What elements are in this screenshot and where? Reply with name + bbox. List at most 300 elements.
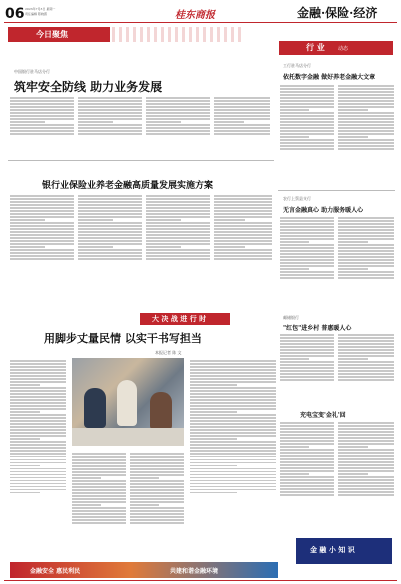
text-line — [280, 121, 334, 123]
text-line — [10, 444, 66, 446]
text-line — [280, 434, 334, 436]
text-line — [280, 334, 334, 336]
text-line — [130, 465, 184, 467]
text-line — [10, 109, 74, 111]
text-line — [338, 127, 394, 129]
text-line — [190, 471, 276, 473]
text-line — [214, 103, 270, 105]
text-line — [338, 434, 394, 436]
text-line — [10, 417, 66, 419]
text-line — [10, 435, 66, 437]
text-line — [190, 447, 276, 449]
text-line — [10, 228, 74, 230]
text-line — [190, 423, 276, 425]
text-line — [78, 240, 142, 242]
text-line — [130, 477, 159, 479]
text-line — [338, 124, 394, 126]
text-line — [10, 106, 74, 108]
text-line — [338, 379, 394, 381]
text-line — [280, 494, 334, 496]
text-line — [78, 106, 142, 108]
text-line — [280, 232, 334, 234]
text-line — [130, 483, 184, 485]
text-line — [10, 118, 74, 120]
text-line — [190, 384, 237, 386]
page-number: 06 — [5, 6, 25, 22]
text-line — [78, 133, 142, 135]
industry-banner — [279, 41, 393, 55]
text-line — [280, 244, 334, 246]
text-line — [280, 455, 334, 457]
text-line — [146, 219, 181, 221]
right3-body-col2 — [338, 333, 394, 405]
lead-body-col1 — [10, 96, 74, 154]
text-line — [280, 473, 309, 475]
text-line — [190, 468, 276, 470]
text-line — [280, 376, 334, 378]
text-line — [146, 127, 210, 129]
text-line — [146, 100, 210, 102]
text-line — [338, 343, 394, 345]
text-line — [214, 216, 272, 218]
text-line — [338, 109, 368, 111]
text-line — [10, 462, 66, 464]
text-line — [10, 483, 66, 485]
text-line — [78, 249, 142, 251]
text-line — [190, 411, 237, 413]
text-line — [338, 361, 394, 363]
text-line — [72, 492, 126, 494]
text-line — [338, 271, 394, 273]
lead-headline: 筑牢安全防线 助力业务发展 — [14, 80, 163, 94]
text-line — [190, 465, 237, 467]
text-line — [280, 431, 334, 433]
text-line — [338, 238, 394, 240]
text-line — [338, 274, 394, 276]
text-line — [190, 369, 276, 371]
text-line — [190, 489, 276, 491]
text-line — [214, 130, 270, 132]
text-line — [72, 459, 126, 461]
text-line — [190, 402, 276, 404]
text-line — [214, 118, 270, 120]
text-line — [10, 378, 66, 380]
text-line — [190, 459, 276, 461]
text-line — [78, 210, 142, 212]
text-line — [338, 461, 394, 463]
text-line — [146, 133, 210, 135]
text-line — [10, 225, 74, 227]
text-line — [338, 262, 394, 264]
text-line — [146, 252, 210, 254]
text-line — [10, 441, 66, 443]
text-line — [10, 127, 74, 129]
paper-name: 桂东商报 — [175, 10, 215, 21]
text-line — [338, 479, 394, 481]
text-line — [280, 265, 334, 267]
text-line — [338, 488, 394, 490]
text-line — [130, 516, 184, 518]
text-line — [146, 246, 181, 248]
right4-body-col2 — [338, 421, 394, 535]
text-line — [78, 243, 142, 245]
text-line — [280, 467, 334, 469]
text-line — [338, 358, 368, 360]
text-line — [190, 375, 276, 377]
text-line — [338, 88, 394, 90]
text-line — [72, 462, 126, 464]
lead-body-col4 — [214, 96, 270, 154]
text-line — [10, 384, 40, 386]
text-line — [10, 411, 40, 413]
text-line — [10, 438, 40, 440]
text-line — [146, 222, 210, 224]
text-line — [146, 243, 210, 245]
text-line — [72, 507, 126, 509]
text-line — [338, 85, 394, 87]
text-line — [190, 492, 237, 494]
text-line — [78, 225, 142, 227]
text-line — [146, 216, 210, 218]
text-line — [214, 201, 272, 203]
text-line — [214, 124, 270, 126]
text-line — [214, 97, 270, 99]
text-line — [280, 262, 334, 264]
text-line — [146, 258, 210, 260]
text-line — [280, 238, 334, 240]
text-line — [130, 498, 184, 500]
text-line — [10, 360, 66, 362]
text-line — [10, 489, 66, 491]
text-line — [190, 474, 276, 476]
text-line — [10, 423, 66, 425]
text-line — [280, 142, 334, 144]
knowledge-box-text: 金 融 小 知 识 — [310, 545, 355, 554]
text-line — [214, 246, 245, 248]
text-line — [190, 426, 276, 428]
text-line — [190, 378, 276, 380]
text-line — [280, 250, 334, 252]
text-line — [130, 513, 184, 515]
bottom-ad-left: 金融安全 惠民利民 — [30, 568, 81, 575]
text-line — [78, 252, 142, 254]
text-line — [10, 390, 66, 392]
text-line — [280, 271, 334, 273]
text-line — [280, 220, 334, 222]
text-line — [10, 258, 74, 260]
text-line — [130, 486, 184, 488]
text-line — [338, 106, 394, 108]
text-line — [190, 393, 276, 395]
text-line — [146, 225, 210, 227]
text-line — [190, 435, 276, 437]
text-line — [10, 195, 74, 197]
text-line — [338, 449, 394, 451]
text-line — [214, 213, 272, 215]
feature-photo — [72, 358, 184, 446]
text-line — [280, 85, 334, 87]
feature-body-col1 — [10, 359, 66, 559]
text-line — [280, 379, 334, 381]
right3-headline: "红包"进乡村 普惠暖人心 — [283, 325, 352, 332]
text-line — [338, 482, 394, 484]
text-line — [72, 522, 126, 524]
text-line — [10, 100, 74, 102]
text-line — [280, 109, 309, 111]
text-line — [214, 127, 270, 129]
text-line — [10, 207, 74, 209]
text-line — [280, 491, 334, 493]
text-line — [338, 220, 394, 222]
masthead-rule — [4, 22, 397, 23]
text-line — [190, 408, 276, 410]
right2-body-col2 — [338, 216, 394, 312]
text-line — [10, 243, 74, 245]
text-line — [146, 207, 210, 209]
text-line — [10, 480, 66, 482]
text-line — [130, 456, 184, 458]
text-line — [78, 207, 142, 209]
text-line — [72, 483, 126, 485]
text-line — [78, 222, 142, 224]
text-line — [10, 408, 66, 410]
text-line — [280, 259, 334, 261]
text-line — [214, 198, 272, 200]
text-line — [280, 349, 334, 351]
text-line — [130, 495, 184, 497]
text-line — [10, 450, 66, 452]
text-line — [190, 486, 276, 488]
text-line — [338, 373, 394, 375]
text-line — [338, 337, 394, 339]
text-line — [190, 360, 276, 362]
text-line — [338, 142, 394, 144]
text-line — [190, 441, 276, 443]
text-line — [78, 109, 142, 111]
text-line — [10, 234, 74, 236]
right1-kicker: 工行驻马店分行 — [283, 63, 311, 68]
right2-headline: 无言金融真心 助力服务暖人心 — [283, 207, 364, 214]
text-line — [72, 477, 101, 479]
text-line — [280, 88, 334, 90]
text-line — [338, 268, 368, 270]
text-line — [214, 112, 270, 114]
right3-kicker: 邮储银行 — [283, 315, 299, 320]
text-line — [190, 372, 276, 374]
text-line — [280, 358, 309, 360]
photo-shape — [117, 380, 137, 426]
text-line — [10, 201, 74, 203]
text-line — [280, 148, 334, 150]
bottom-ad-right: 共建和谐金融环境 — [170, 568, 219, 575]
text-line — [338, 97, 394, 99]
footer-rule — [4, 580, 397, 581]
text-line — [10, 198, 74, 200]
text-line — [10, 240, 74, 242]
text-line — [78, 216, 142, 218]
text-line — [146, 234, 210, 236]
text-line — [338, 464, 394, 466]
right1-body-col2 — [338, 84, 394, 182]
text-line — [78, 204, 142, 206]
text-line — [338, 148, 394, 150]
text-line — [338, 223, 394, 225]
text-line — [280, 277, 334, 279]
text-line — [10, 97, 74, 99]
text-line — [72, 456, 126, 458]
text-line — [146, 118, 210, 120]
text-line — [338, 91, 394, 93]
text-line — [280, 247, 334, 249]
text-line — [72, 501, 126, 503]
text-line — [338, 334, 394, 336]
mid-body-col1 — [10, 194, 74, 294]
text-line — [146, 240, 210, 242]
text-line — [72, 513, 126, 515]
text-line — [10, 474, 66, 476]
text-line — [130, 471, 184, 473]
lead-body-col2 — [78, 96, 142, 154]
text-line — [130, 480, 184, 482]
text-line — [78, 231, 142, 233]
text-line — [338, 425, 394, 427]
text-line — [214, 100, 270, 102]
text-line — [214, 210, 272, 212]
text-line — [338, 229, 394, 231]
right4-headline: 充电宝变'金礼'回 — [300, 412, 346, 419]
text-line — [78, 130, 142, 132]
text-line — [190, 414, 276, 416]
text-line — [72, 486, 126, 488]
text-line — [130, 492, 184, 494]
text-line — [10, 432, 66, 434]
text-line — [190, 417, 276, 419]
text-line — [146, 195, 210, 197]
text-line — [78, 213, 142, 215]
text-line — [78, 246, 113, 248]
right4-body-col1 — [280, 421, 334, 535]
text-line — [280, 446, 309, 448]
text-line — [190, 480, 276, 482]
text-line — [10, 103, 74, 105]
text-line — [190, 462, 276, 464]
text-line — [338, 253, 394, 255]
text-line — [10, 372, 66, 374]
text-line — [214, 243, 272, 245]
text-line — [130, 459, 184, 461]
text-line — [280, 425, 334, 427]
text-line — [78, 118, 142, 120]
text-line — [10, 387, 66, 389]
text-line — [10, 219, 45, 221]
text-line — [146, 103, 210, 105]
text-line — [146, 213, 210, 215]
text-line — [72, 465, 126, 467]
text-line — [338, 217, 394, 219]
text-line — [280, 124, 334, 126]
text-line — [214, 115, 270, 117]
text-line — [338, 244, 394, 246]
text-line — [190, 477, 276, 479]
text-line — [10, 468, 66, 470]
text-line — [10, 399, 66, 401]
text-line — [190, 366, 276, 368]
text-line — [10, 465, 40, 467]
text-line — [338, 133, 394, 135]
editor-line: 责任编辑 陈晓霞 — [25, 12, 47, 16]
text-line — [214, 195, 272, 197]
text-line — [338, 277, 394, 279]
text-line — [280, 217, 334, 219]
text-line — [280, 133, 334, 135]
text-line — [10, 486, 66, 488]
text-line — [338, 376, 394, 378]
text-line — [280, 361, 334, 363]
text-line — [214, 204, 272, 206]
text-line — [338, 241, 368, 243]
text-line — [10, 130, 74, 132]
text-line — [338, 467, 394, 469]
text-line — [280, 449, 334, 451]
text-line — [280, 476, 334, 478]
text-line — [280, 440, 334, 442]
text-line — [78, 198, 142, 200]
text-line — [146, 106, 210, 108]
text-line — [130, 453, 184, 455]
text-line — [280, 461, 334, 463]
text-line — [10, 492, 40, 494]
mid-headline: 银行业保险业养老金融高质量发展实施方案 — [42, 181, 214, 191]
photo-shape — [84, 388, 106, 428]
text-line — [72, 510, 126, 512]
text-line — [10, 447, 66, 449]
text-line — [338, 458, 394, 460]
text-line — [130, 522, 184, 524]
text-line — [338, 364, 394, 366]
text-line — [214, 255, 272, 257]
text-line — [338, 422, 394, 424]
text-line — [72, 453, 126, 455]
text-line — [130, 474, 184, 476]
text-line — [130, 462, 184, 464]
text-line — [10, 477, 66, 479]
text-line — [280, 458, 334, 460]
text-line — [338, 94, 394, 96]
text-line — [214, 249, 272, 251]
text-line — [214, 234, 272, 236]
text-line — [338, 443, 394, 445]
text-line — [190, 363, 276, 365]
text-line — [280, 485, 334, 487]
text-line — [146, 237, 210, 239]
text-line — [72, 519, 126, 521]
text-line — [10, 381, 66, 383]
text-line — [78, 201, 142, 203]
text-line — [280, 437, 334, 439]
text-line — [190, 450, 276, 452]
text-line — [190, 396, 276, 398]
text-line — [146, 228, 210, 230]
text-line — [10, 115, 74, 117]
text-line — [214, 237, 272, 239]
text-line — [338, 485, 394, 487]
right3-body-col1 — [280, 333, 334, 405]
text-line — [146, 204, 210, 206]
text-line — [72, 516, 126, 518]
text-line — [280, 103, 334, 105]
text-line — [190, 405, 276, 407]
text-line — [338, 226, 394, 228]
